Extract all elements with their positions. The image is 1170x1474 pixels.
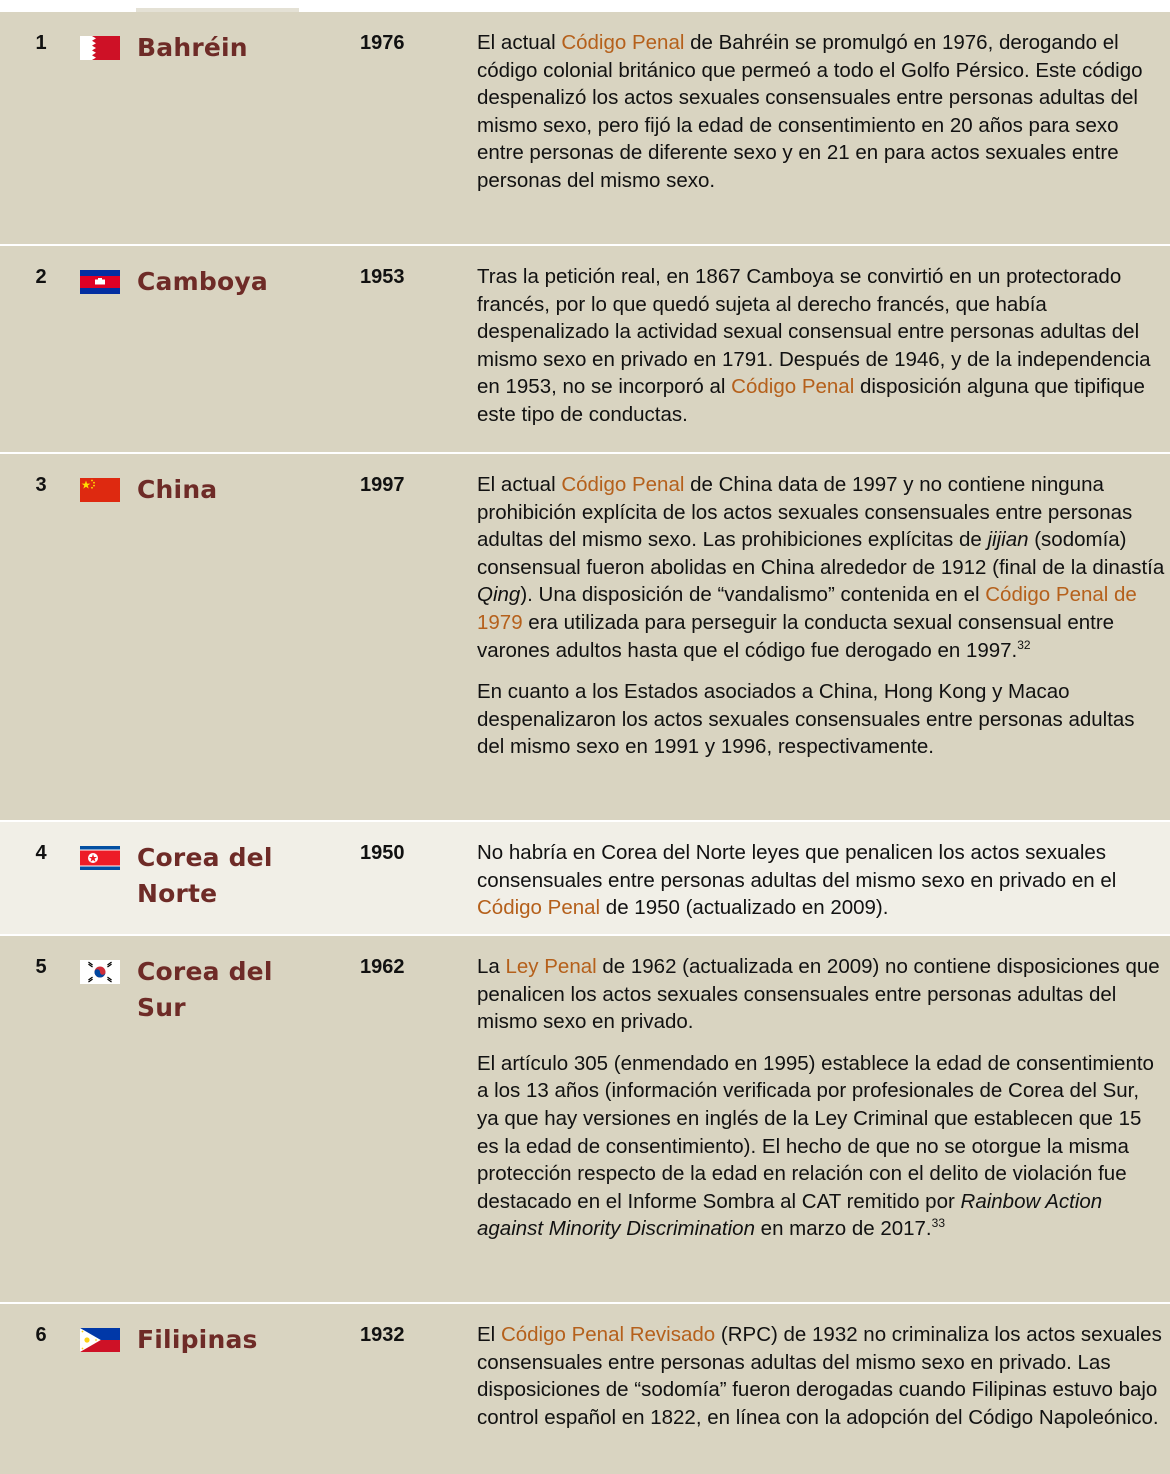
footnote-ref[interactable]: 33 (931, 1216, 945, 1231)
year: 1976 (360, 32, 405, 54)
description: No habría en Corea del Norte leyes que penalicen los actos sexuales consensuales entre personas adultas del mismo sexo en privado en el Código Penal de 1950 (actualizado en 2009). (477, 841, 1117, 920)
flag-bahrain-icon (80, 36, 120, 60)
codigo-penal-revisado-link[interactable]: Código Penal Revisado (500, 1323, 716, 1346)
flag-cambodia-icon (80, 270, 120, 294)
country-name: Corea del Sur (137, 957, 273, 1022)
table-row-philippines (0, 1304, 1170, 1474)
year: 1962 (360, 956, 405, 978)
ley-penal-link[interactable]: Ley Penal (505, 955, 597, 978)
country-name: China (137, 475, 218, 504)
description: El actual Código Penal de Bahréin se promulgó en 1976, derogando el código colonial británico que permeó a todo el Golfo Pérsico. Este código despenalizó los actos sexuales consensuales entre personas adultas del mismo sexo, pero fijó la edad de consentimiento en 20 años para sexo entre personas de diferente sexo y en 21 en para actos sexuales entre personas del mismo sexo. (477, 31, 1143, 192)
codigo-penal-1979-link[interactable]: Código Penal de 1979 (477, 583, 1137, 634)
codigo-penal-link[interactable]: Código Penal (477, 896, 601, 920)
year: 1953 (360, 266, 405, 288)
row-number: 6 (35, 1324, 47, 1346)
table-row-bahrain (0, 12, 1170, 244)
codigo-penal-link[interactable]: Código Penal (561, 31, 685, 54)
flag-north-korea-icon (80, 846, 120, 870)
year: 1950 (360, 842, 405, 864)
row-number: 3 (35, 474, 47, 496)
footnote-ref[interactable]: 32 (1017, 637, 1031, 652)
description: El Código Penal Revisado (RPC) de 1932 no criminaliza los actos sexuales consensuales entre personas adultas del mismo sexo en privado. Las disposiciones de “sodomía” fueron derogadas cuando Filipinas estuvo bajo control español en 1822, en línea con la adopción del Código Napoleónico. (477, 1323, 1162, 1429)
year: 1997 (360, 474, 405, 496)
country-name: Bahréin (137, 33, 248, 62)
table-row-china (0, 454, 1170, 820)
top-strip (0, 0, 1170, 12)
description: El actual Código Penal de China data de 1997 y no contiene ninguna prohibición explícita de los actos sexuales consensuales entre personas adultas del mismo sexo. Las prohibiciones explícitas de jijian (sodomía) consensual fueron abolidas en China alrededor de 1912 (final de la dinastía Qing). Una disposición de “vandalismo” contenida en el Código Penal de 1979 era utilizada para perseguir la conducta sexual consensual entre varones adultos hasta que el código fue derogado en 1997.32 En cuanto a los Estados asociados a China, Hong Kong y Macao despenalizaron los actos sexuales consensuales entre personas adultas del mismo sexo en 1991 y 1996, respectivamente. (477, 473, 1165, 759)
codigo-penal-link[interactable]: Código Penal (731, 375, 855, 399)
table-row-cambodia (0, 246, 1170, 452)
row-number: 1 (35, 32, 47, 54)
year: 1932 (360, 1324, 405, 1346)
flag-china-icon (80, 478, 120, 502)
description: La Ley Penal de 1962 (actualizada en 2009) no contiene disposiciones que penalicen los actos sexuales consensuales entre personas adultas del mismo sexo en privado. El artículo 305 (enmendado en 1995) establece la edad de consentimiento a los 13 años (información verificada por profesionales de Corea del Sur, ya que hay versiones en inglés de la Ley Criminal que establecen que 15 es la edad de consentimiento). El hecho de que no se otorgue la misma protección respecto de la edad en relación con el delito de violación fue destacado en el Informe Sombra al CAT remitido por Rainbow Action against Minority Discrimination en marzo de 2017.33 (477, 955, 1160, 1241)
description: Tras la petición real, en 1867 Camboya se convirtió en un protectorado francés, por lo que quedó sujeta al derecho francés, que había despenalizado la actividad sexual consensual entre personas adultas del mismo sexo en privado en 1791. Después de 1946, y de la independencia en 1953, no se incorporó al Código Penal disposición alguna que tipifique este tipo de conductas. (477, 265, 1151, 426)
row-number: 2 (35, 266, 47, 288)
flag-philippines-icon (80, 1328, 120, 1352)
table-row-south-korea (0, 936, 1170, 1302)
country-name: Camboya (137, 267, 268, 296)
table-row-north-korea (0, 822, 1170, 934)
row-number: 5 (35, 956, 47, 978)
country-name: Filipinas (137, 1325, 258, 1354)
country-name: Corea del Norte (137, 843, 273, 908)
row-number: 4 (35, 842, 47, 864)
codigo-penal-link[interactable]: Código Penal (561, 473, 685, 496)
flag-south-korea-icon (80, 960, 120, 984)
